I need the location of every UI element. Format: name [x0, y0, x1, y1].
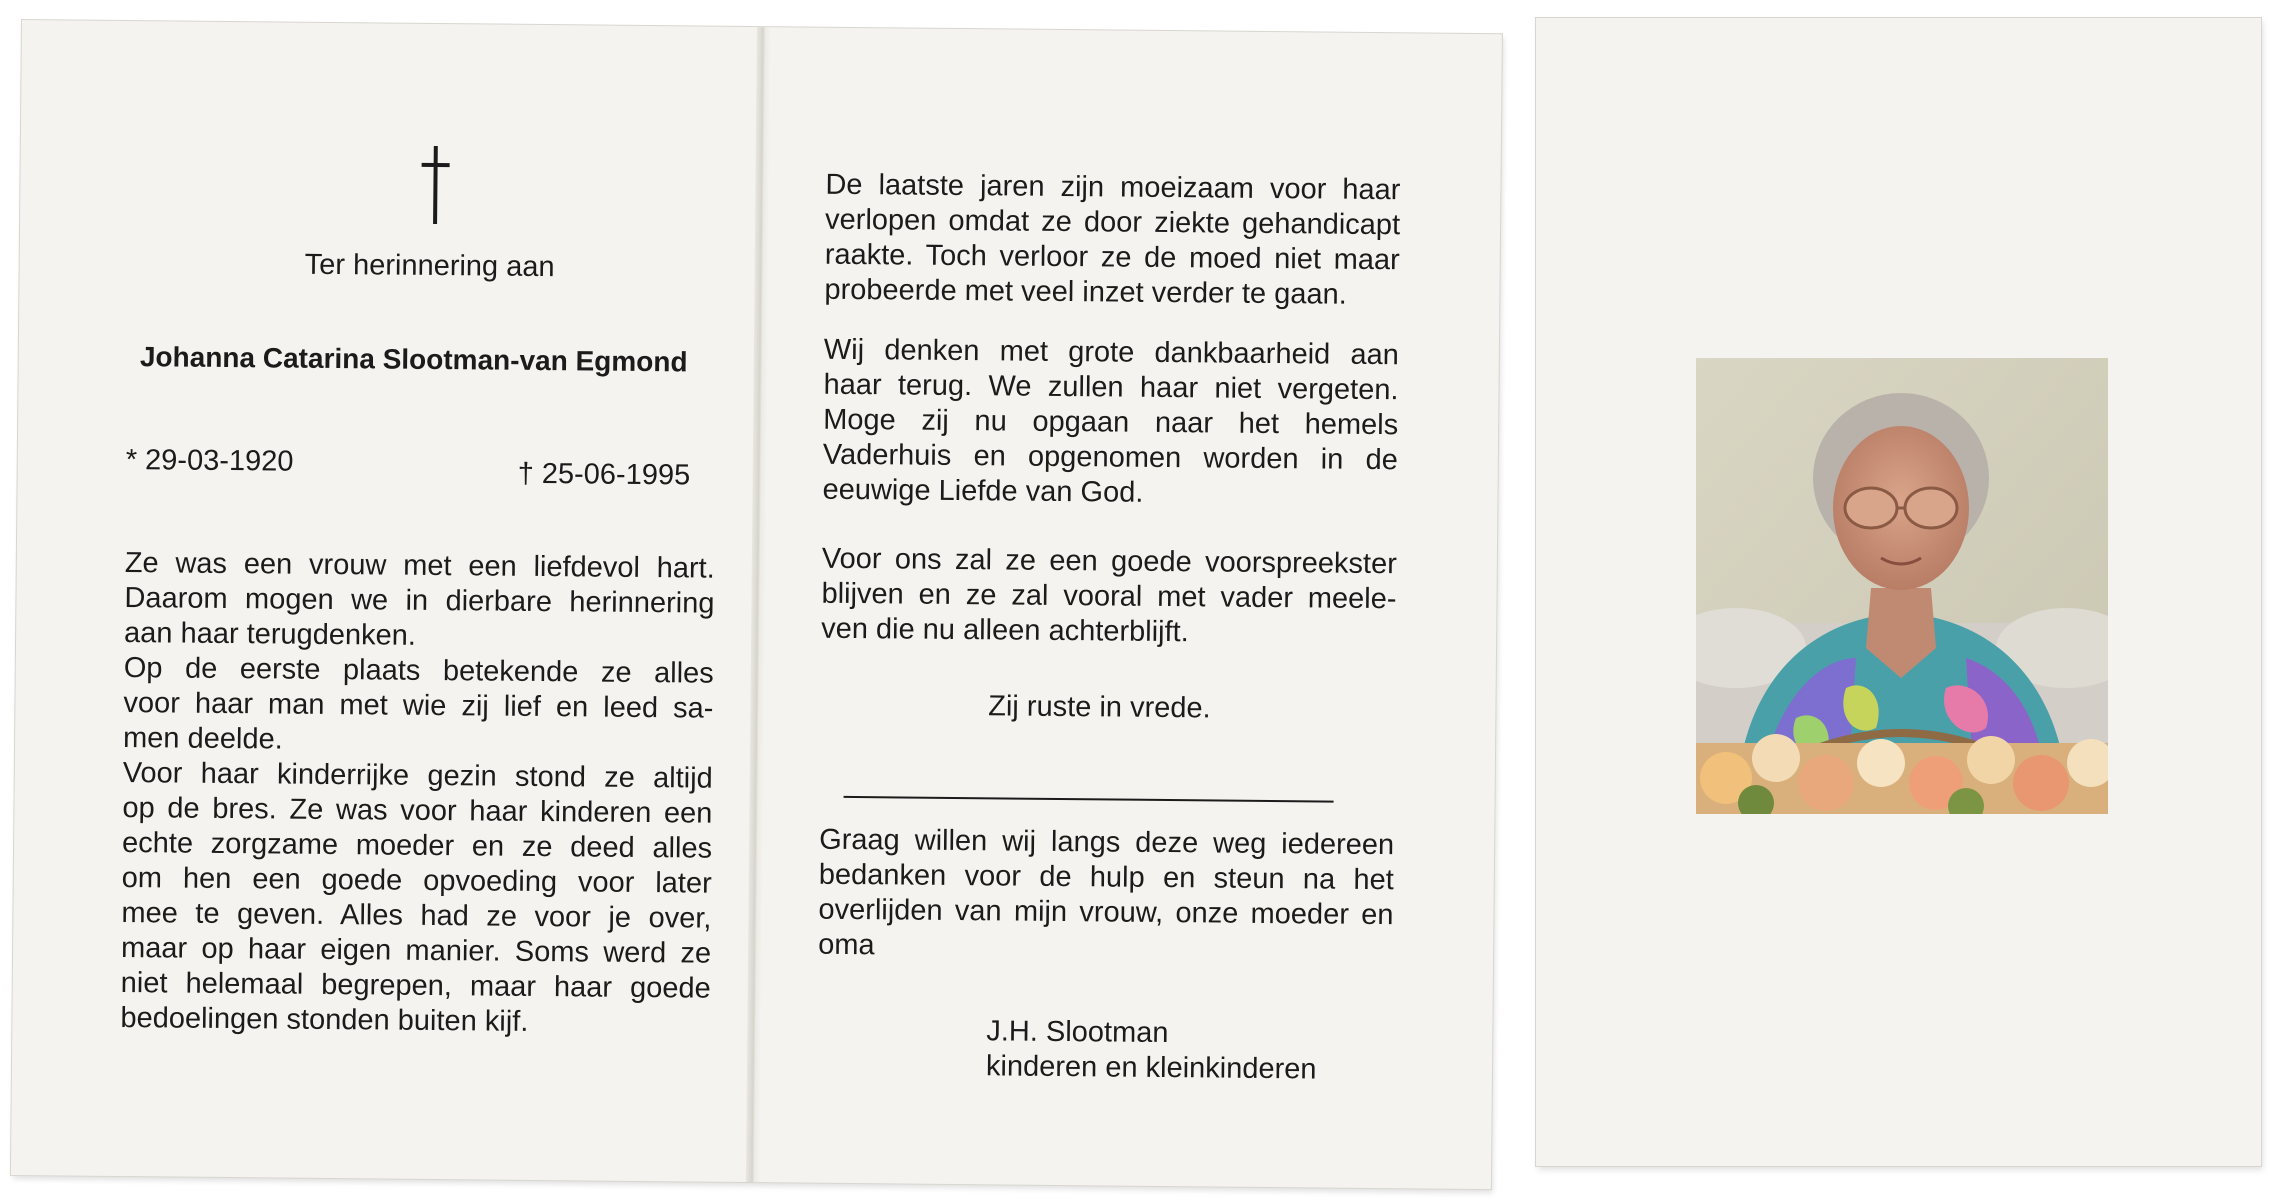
signature-family: kinderen en kleinkinderen — [985, 1050, 1317, 1086]
thanks-line: bedanken voor de hulp en steun na het — [818, 858, 1394, 897]
tribute-line: echte zorgzame moeder en ze deed alles — [121, 826, 713, 865]
memorial-card-inside — [11, 20, 1502, 1189]
thanks-line: Graag willen wij langs deze weg iedereen — [819, 823, 1395, 862]
tribute-line: Daarom mogen we in dierbare herinnering — [124, 582, 715, 620]
paragraph-line: verlopen omdat ze door ziekte gehandicapt — [824, 203, 1401, 242]
tribute-line: Voor haar kinderrijke gezin stond ze altijd — [122, 757, 713, 795]
deceased-name: Johanna Catarina Slootman-van Egmond — [139, 341, 688, 378]
paragraph-intercessor — [821, 542, 1397, 653]
tribute-line: Op de eerste plaats betekende ze alles — [123, 652, 714, 690]
card-page-right — [760, 27, 1502, 1189]
tribute-line: maar op haar eigen manier. Soms werd ze — [120, 931, 712, 970]
paragraph-line: De laatste jaren zijn moeizaam voor haar — [825, 168, 1401, 207]
tribute-line: om hen een goede opvoeding voor later — [121, 861, 712, 900]
tribute-line: men deelde. — [122, 722, 283, 756]
paragraph-line: probeerde met veel inzet verder te gaan. — [824, 273, 1347, 311]
tribute-line: niet helemaal begrepen, maar haar goede — [120, 966, 711, 1005]
paragraph-line: Moge zij nu opgaan naar het hemels — [823, 403, 1399, 442]
paragraph-line: ven die nu alleen achterblijft. — [821, 612, 1189, 649]
paragraph-gratitude — [822, 333, 1399, 514]
tribute-line: bedoelingen stonden buiten kijf. — [120, 1001, 529, 1038]
tribute-line: Ze was een vrouw met een liefdevol hart. — [124, 547, 715, 585]
paragraph-line: Vaderhuis en opgenomen worden in de — [822, 438, 1398, 477]
birth-date: * 29-03-1920 — [125, 444, 294, 478]
cross-icon — [415, 146, 456, 226]
tribute-line: voor haar man met wie zij lief en leed sa- — [123, 687, 714, 725]
divider-line — [844, 796, 1334, 803]
thanks-text — [818, 823, 1394, 969]
death-date: † 25-06-1995 — [517, 457, 691, 492]
portrait-photo — [1696, 358, 2108, 814]
rest-in-peace: Zij ruste in vrede. — [988, 690, 1211, 725]
thanks-line: oma — [818, 928, 875, 962]
tribute-text — [120, 546, 715, 1042]
paragraph-line: Wij denken met grote dankbaarheid aan — [823, 333, 1399, 372]
memorial-card-back — [1536, 18, 2261, 1166]
heading-text: Ter herinnering aan — [304, 248, 555, 284]
tribute-line: aan haar terugdenken. — [123, 617, 417, 652]
paragraph-line: raakte. Toch verloor ze de moed niet maar — [824, 238, 1400, 277]
card-page-left — [11, 20, 757, 1182]
signature-name: J.H. Slootman — [986, 1015, 1169, 1050]
paragraph-line: blijven en ze zal vooral met vader meele- — [821, 577, 1397, 616]
tribute-line: op de bres. Ze was voor haar kinderen een — [122, 792, 713, 830]
paragraph-last-years — [824, 168, 1400, 314]
tribute-line: mee te geven. Alles had ze voor je over, — [121, 896, 712, 935]
paragraph-line: Voor ons zal ze een goede voorspreekster — [821, 542, 1397, 581]
paragraph-line: eeuwige Liefde van God. — [822, 473, 1144, 509]
thanks-line: overlijden van mijn vrouw, onze moeder en — [818, 893, 1394, 932]
paragraph-line: haar terug. We zullen haar niet vergeten. — [823, 368, 1399, 407]
